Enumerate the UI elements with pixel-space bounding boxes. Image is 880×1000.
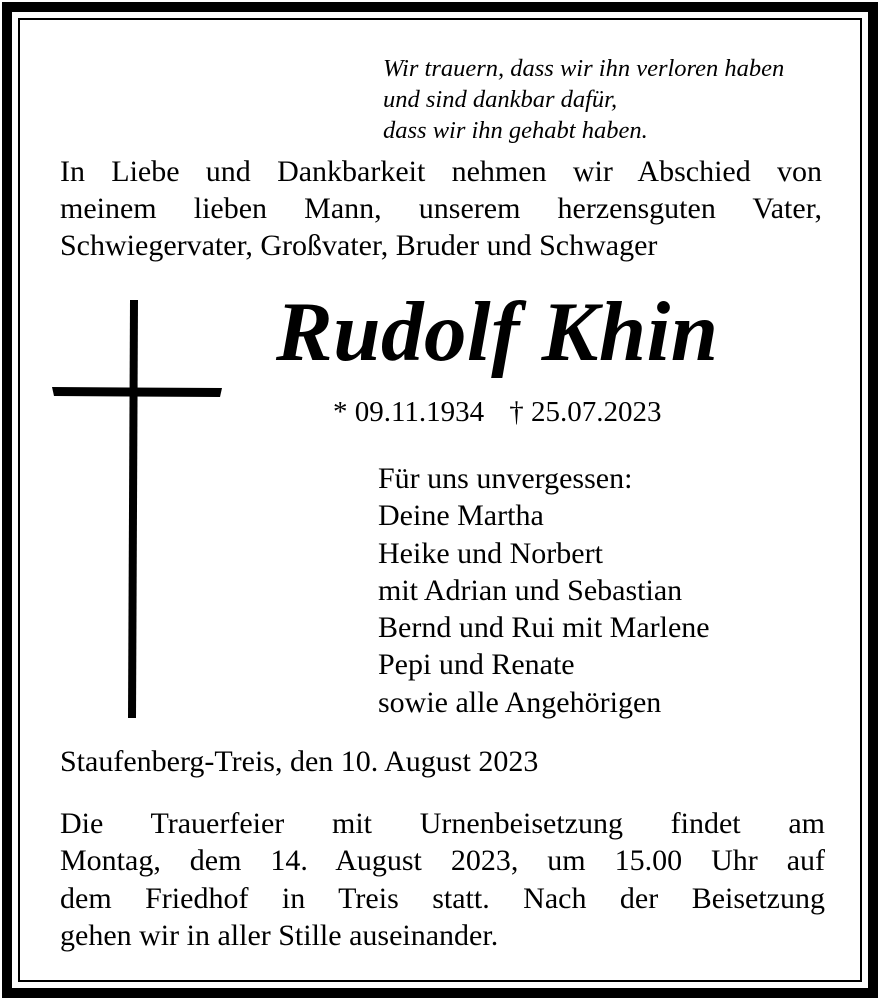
service-line: Die Trauerfeier mit Urnenbeisetzung findet am xyxy=(60,807,825,840)
service-line: Montag, dem 14. August 2023, um 15.00 Uhr auf xyxy=(60,844,825,878)
cross-horizontal-beam xyxy=(52,387,222,397)
service-line: dem Friedhof in Treis statt. Nach der Beisetzung xyxy=(60,881,825,915)
motto-line: und sind dankbar dafür, xyxy=(383,86,618,113)
mourner-line: Deine Martha xyxy=(378,499,544,533)
motto-line: dass wir ihn gehabt haben. xyxy=(383,117,648,144)
motto-quote xyxy=(383,53,843,146)
death-date: † 25.07.2023 xyxy=(509,396,662,428)
mourner-line: Für uns unvergessen: xyxy=(378,462,633,495)
intro-line: meinem lieben Mann, unserem herzensguten Vater, xyxy=(60,192,822,225)
place-and-date: Staufenberg-Treis, den 10. August 2023 xyxy=(60,745,539,778)
funeral-service-notice xyxy=(60,805,825,954)
deceased-name: Rudolf Khin xyxy=(276,285,719,379)
service-line: gehen wir in aller Stille auseinander. xyxy=(60,918,499,952)
mourner-line: Heike und Norbert xyxy=(378,536,603,570)
mourner-line: mit Adrian und Sebastian xyxy=(378,573,683,607)
cross-icon xyxy=(50,298,225,720)
mourner-line: sowie alle Angehörigen xyxy=(378,685,662,719)
motto-line: Wir trauern, dass wir ihn verloren haben xyxy=(383,55,785,82)
birth-date: * 09.11.1934 xyxy=(333,396,485,428)
life-dates xyxy=(333,394,661,430)
mourners-list xyxy=(378,460,710,721)
intro-line: Schwiegervater, Großvater, Bruder und Schwager xyxy=(60,229,658,262)
cross-vertical-beam xyxy=(128,300,138,718)
intro-line: In Liebe und Dankbarkeit nehmen wir Abschied von xyxy=(60,155,822,188)
mourner-line: Bernd und Rui mit Marlene xyxy=(378,611,710,645)
intro-text xyxy=(60,153,822,264)
mourner-line: Pepi und Renate xyxy=(378,648,575,682)
